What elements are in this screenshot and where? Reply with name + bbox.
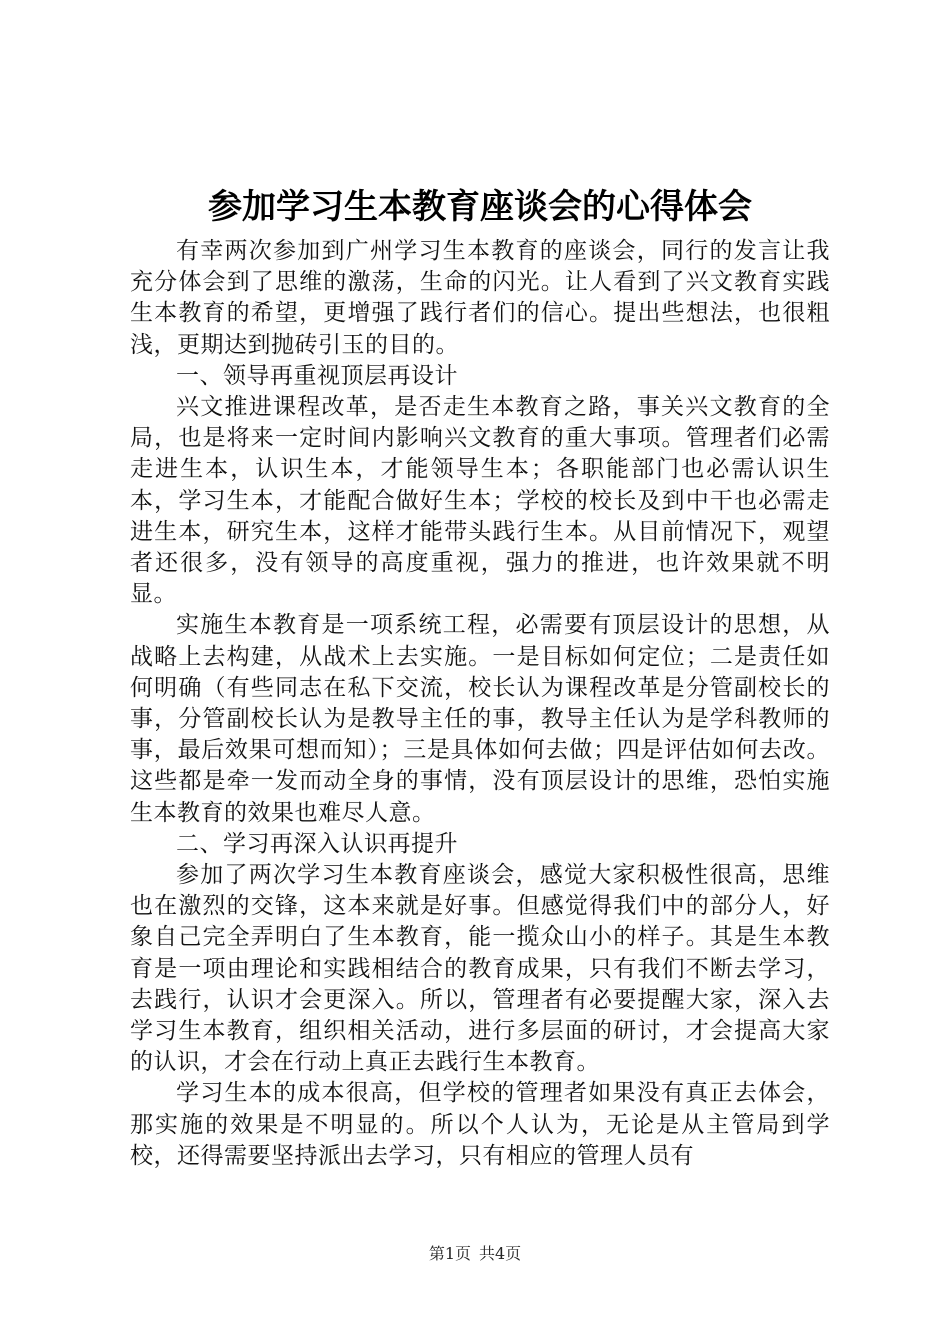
paragraph-section1-a: 兴文推进课程改革，是否走生本教育之路，事关兴文教育的全局，也是将来一定时间内影响兴文教育的重大事项。管理者们必需走进生本，认识生本，才能领导生本；各职能部门也必需认识生本，学习生本，才能配合做好生本；学校的校长及到中干也必需走进生本，研究生本，这样才能带头践行生本。从目前情况下，观望者还很多，没有领导的高度重视，强力的推进，也许效果就不明显。 [130,394,830,608]
page-number-current: 第1页 [428,1244,471,1263]
document-body [130,236,830,1172]
section-heading-1: 一、领导再重视顶层再设计 [176,362,458,389]
paragraph-intro: 有幸两次参加到广州学习生本教育的座谈会，同行的发言让我充分体会到了思维的激荡，生命的闪光。让人看到了兴文教育实践生本教育的希望，更增强了践行者们的信心。提出些想法，也很粗浅，更期达到抛砖引玉的目的。 [130,238,830,358]
paragraph-section2-a: 参加了两次学习生本教育座谈会，感觉大家积极性很高，思维也在激烈的交锋，这本来就是好事。但感觉得我们中的部分人，好象自己完全弄明白了生本教育，能一揽众山小的样子。其是生本教育是一项由理论和实践相结合的教育成果，只有我们不断去学习，去践行，认识才会更深入。所以，管理者有必要提醒大家，深入去学习生本教育，组织相关活动，进行多层面的研讨，才会提高大家的认识，才会在行动上真正去践行生本教育。 [130,862,830,1076]
page-footer [0,1243,950,1265]
document-title: 参加学习生本教育座谈会的心得体会 [208,187,752,227]
paragraph-section2-b: 学习生本的成本很高，但学校的管理者如果没有真正去体会，那实施的效果是不明显的。所以个人认为，无论是从主管局到学校，还得需要坚持派出去学习，只有相应的管理人员有 [130,1080,830,1169]
page-number-total: 共4页 [479,1244,522,1263]
paragraph-section1-b: 实施生本教育是一项系统工程，必需要有顶层设计的思想，从战略上去构建，从战术上去实施。一是目标如何定位；二是责任如何明确（有些同志在私下交流，校长认为课程改革是分管副校长的事，分管副校长认为是教导主任的事，教导主任认为是学科教师的事，最后效果可想而知）；三是具体如何去做；四是评估如何去改。这些都是牵一发而动全身的事情，没有顶层设计的思维，恐怕实施生本教育的效果也难尽人意。 [130,612,830,826]
section-heading-2: 二、学习再深入认识再提升 [176,830,458,857]
